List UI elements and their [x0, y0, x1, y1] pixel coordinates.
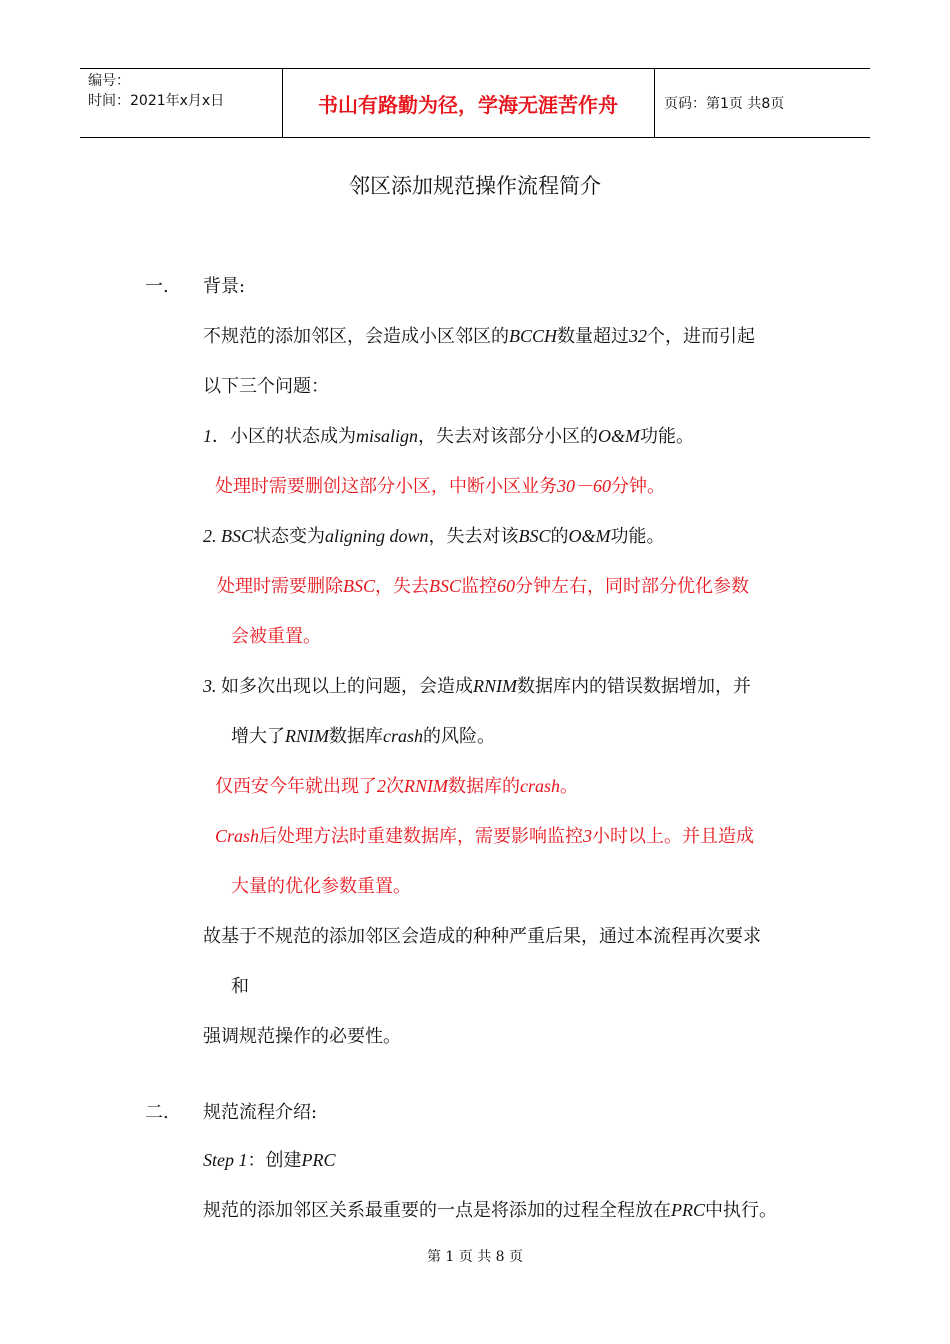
page-header [80, 68, 870, 138]
header-meta [88, 71, 278, 111]
step-heading: Step 1：创建PRC [203, 1150, 336, 1171]
document-title: 邻区添加规范操作流程简介 [349, 174, 601, 198]
conclusion-line: 强调规范操作的必要性。 [203, 1026, 401, 1047]
paragraph-line: 规范的添加邻区关系最重要的一点是将添加的过程全程放在PRC中执行。 [203, 1200, 777, 1221]
section-number: 二. [145, 1102, 169, 1123]
conclusion-line: 故基于不规范的添加邻区会造成的种种严重后果，通过本流程再次要求 [203, 926, 761, 947]
page-code: 页码：第1页 共8页 [664, 96, 785, 112]
list-item: 2. BSC状态变为aligning down，失去对该BSC的O&M功能。 [203, 526, 665, 547]
remediation-note: 处理时需要删创这部分小区，中断小区业务30－60分钟。 [215, 476, 665, 497]
section-number: 一. [145, 276, 169, 297]
remediation-note: 会被重置。 [231, 626, 321, 647]
list-item: 3. 如多次出现以上的问题，会造成RNIM数据库内的错误数据增加，并 [203, 676, 751, 697]
header-motto: 书山有路勤为径，学海无涯苦作舟 [318, 92, 618, 117]
paragraph-line: 不规范的添加邻区，会造成小区邻区的BCCH数量超过32个，进而引起 [203, 326, 756, 347]
section-heading: 背景: [203, 276, 246, 297]
list-item: 1．小区的状态成为misalign，失去对该部分小区的O&M功能。 [203, 426, 695, 447]
remediation-note: 大量的优化参数重置。 [231, 876, 411, 897]
paragraph-line: 以下三个问题： [203, 376, 329, 397]
page-footer: 第 1 页 共 8 页 [426, 1249, 524, 1265]
remediation-note: 仅西安今年就出现了2次RNIM数据库的crash。 [215, 776, 578, 797]
section-heading: 规范流程介绍: [203, 1102, 318, 1123]
time-label: 时间：2021年x月x日 [88, 93, 225, 109]
number-label: 编号： [88, 73, 130, 89]
remediation-note: 处理时需要删除BSC，失去BSC监控60分钟左右，同时部分优化参数 [217, 576, 750, 597]
header-divider [654, 69, 655, 137]
conclusion-line: 和 [231, 976, 249, 997]
remediation-note: Crash后处理方法时重建数据库，需要影响监控3小时以上。并且造成 [215, 826, 755, 847]
list-item: 增大了RNIM数据库crash的风险。 [231, 726, 495, 747]
